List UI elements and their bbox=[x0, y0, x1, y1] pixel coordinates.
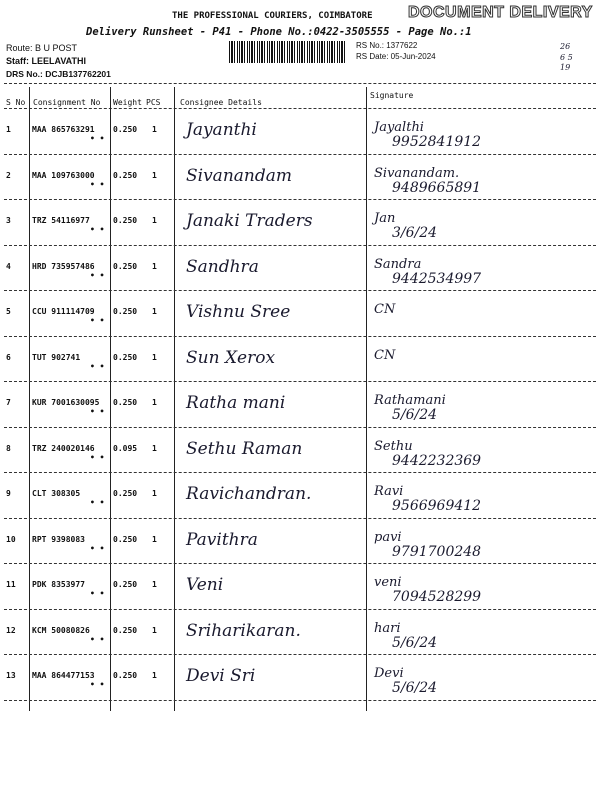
header-divider-top bbox=[4, 83, 596, 84]
document-delivery-stamp: DOCUMENT DELIVERY bbox=[408, 4, 593, 21]
row-sno: 13 bbox=[6, 671, 16, 680]
signature-phone: 5/6/24 bbox=[392, 634, 438, 651]
row-dots: • • bbox=[90, 543, 105, 553]
consignee-name: Janaki Traders bbox=[186, 211, 313, 231]
row-sno: 4 bbox=[6, 261, 11, 271]
drs-number: DRS No.: DCJB137762201 bbox=[6, 69, 111, 79]
signature-phone: 9952841912 bbox=[392, 134, 482, 150]
row-consignment: TUT 902741 bbox=[32, 352, 81, 362]
header-divider-bottom bbox=[4, 108, 596, 109]
row-sno: 3 bbox=[6, 216, 11, 225]
signature-name: hari bbox=[374, 620, 401, 636]
row-dots: • • bbox=[90, 316, 105, 325]
row-pcs: 1 bbox=[152, 261, 157, 271]
signature-name: Sethu bbox=[374, 438, 413, 454]
signature-phone: 9442534997 bbox=[392, 270, 482, 287]
col-pcs: PCS bbox=[146, 98, 161, 107]
row-weight: 0.250 bbox=[113, 170, 138, 180]
signature-name: Sivanandam. bbox=[374, 165, 460, 181]
row-divider bbox=[4, 336, 596, 337]
row-dots: • • bbox=[90, 498, 105, 507]
row-consignment: KCM 50080826 bbox=[32, 625, 90, 635]
consignee-name: Ratha mani bbox=[186, 393, 286, 413]
row-weight: 0.250 bbox=[113, 216, 138, 225]
row-divider bbox=[4, 700, 596, 701]
row-dots: • • bbox=[90, 634, 105, 644]
signature-name: Devi bbox=[374, 666, 404, 681]
margin-note-1: 26 bbox=[560, 42, 571, 51]
row-sno: 8 bbox=[6, 443, 11, 453]
row-divider bbox=[4, 199, 596, 200]
col-weight: Weight bbox=[113, 98, 142, 107]
row-divider bbox=[4, 563, 596, 564]
row-pcs: 1 bbox=[152, 352, 157, 362]
row-weight: 0.095 bbox=[113, 443, 138, 453]
signature-name: CN bbox=[374, 347, 396, 363]
col-consignment: Consignment No bbox=[33, 98, 101, 107]
row-weight: 0.250 bbox=[113, 534, 138, 544]
barcode bbox=[229, 41, 345, 63]
col-consignee: Consignee Details bbox=[180, 98, 262, 107]
row-dots: • • bbox=[90, 361, 105, 371]
row-sno: 1 bbox=[6, 125, 11, 134]
row-consignment: TRZ 54116977 bbox=[32, 216, 90, 225]
row-sno: 7 bbox=[6, 398, 11, 407]
row-pcs: 1 bbox=[152, 625, 157, 635]
rs-number: RS No.: 1377622 bbox=[356, 41, 418, 50]
col-sno: S No bbox=[6, 98, 26, 107]
signature-name: Sandra bbox=[374, 256, 422, 272]
row-pcs: 1 bbox=[152, 534, 157, 544]
row-divider bbox=[4, 245, 596, 246]
row-pcs: 1 bbox=[152, 580, 157, 589]
consignee-name: Sun Xerox bbox=[186, 347, 276, 368]
row-weight: 0.250 bbox=[113, 261, 138, 271]
row-sno: 2 bbox=[6, 170, 11, 180]
row-weight: 0.250 bbox=[113, 352, 138, 362]
row-consignment: CLT 308305 bbox=[32, 489, 81, 498]
row-dots: • • bbox=[90, 225, 105, 234]
row-divider bbox=[4, 472, 596, 473]
row-weight: 0.250 bbox=[113, 307, 138, 316]
row-pcs: 1 bbox=[152, 307, 157, 316]
row-consignment: MAA 109763000 bbox=[32, 170, 95, 180]
row-consignment: TRZ 240020146 bbox=[32, 443, 95, 453]
row-sno: 6 bbox=[6, 352, 11, 362]
margin-note-3: 19 bbox=[560, 63, 571, 72]
row-consignment: RPT 9398083 bbox=[32, 534, 85, 544]
signature-phone: 3/6/24 bbox=[392, 225, 438, 241]
row-pcs: 1 bbox=[152, 671, 157, 680]
consignee-name: Sivanandam bbox=[186, 165, 292, 186]
consignee-name: Veni bbox=[186, 575, 224, 595]
signature-phone: 5/6/24 bbox=[392, 680, 438, 696]
row-consignment: PDK 8353977 bbox=[32, 580, 85, 589]
row-dots: • • bbox=[90, 452, 105, 462]
row-weight: 0.250 bbox=[113, 671, 138, 680]
signature-name: pavi bbox=[374, 529, 402, 545]
signature-phone: 9566969412 bbox=[392, 498, 482, 514]
route-label: Route: B U POST bbox=[6, 43, 78, 53]
row-sno: 11 bbox=[6, 580, 16, 589]
consignee-name: Sethu Raman bbox=[186, 438, 303, 459]
staff-label: Staff: LEELAVATHI bbox=[6, 56, 86, 66]
signature-name: Rathamani bbox=[374, 393, 446, 408]
consignee-name: Sriharikaran. bbox=[186, 620, 301, 641]
consignee-name: Devi Sri bbox=[186, 666, 256, 686]
row-weight: 0.250 bbox=[113, 489, 138, 498]
signature-name: Jan bbox=[374, 211, 396, 226]
row-dots: • • bbox=[90, 179, 105, 189]
margin-note-2: 6 5 bbox=[560, 53, 573, 62]
signature-phone: 9791700248 bbox=[392, 543, 482, 560]
row-divider bbox=[4, 518, 596, 519]
row-divider bbox=[4, 290, 596, 291]
row-pcs: 1 bbox=[152, 170, 157, 180]
row-consignment: KUR 7001630095 bbox=[32, 398, 100, 407]
signature-phone: 7094528299 bbox=[392, 589, 482, 605]
row-consignment: CCU 911114709 bbox=[32, 307, 95, 316]
signature-phone: 9489665891 bbox=[392, 179, 482, 196]
company-name: THE PROFESSIONAL COURIERS, COIMBATORE bbox=[172, 11, 373, 21]
row-sno: 10 bbox=[6, 534, 16, 544]
row-pcs: 1 bbox=[152, 398, 157, 407]
row-sno: 5 bbox=[6, 307, 11, 316]
row-consignment: MAA 865763291 bbox=[32, 125, 95, 134]
row-dots: • • bbox=[90, 589, 105, 598]
row-weight: 0.250 bbox=[113, 625, 138, 635]
signature-name: Ravi bbox=[374, 484, 404, 499]
row-sno: 9 bbox=[6, 489, 11, 498]
row-dots: • • bbox=[90, 680, 105, 689]
signature-name: CN bbox=[374, 302, 396, 317]
row-weight: 0.250 bbox=[113, 125, 138, 134]
row-dots: • • bbox=[90, 270, 105, 280]
col-signature: Signature bbox=[370, 91, 414, 100]
row-divider bbox=[4, 381, 596, 382]
row-weight: 0.250 bbox=[113, 580, 138, 589]
consignee-name: Jayanthi bbox=[186, 120, 257, 140]
row-divider bbox=[4, 154, 596, 155]
row-sno: 12 bbox=[6, 625, 16, 635]
signature-phone: 9442232369 bbox=[392, 452, 482, 469]
row-pcs: 1 bbox=[152, 216, 157, 225]
consignee-name: Ravichandran. bbox=[186, 484, 312, 504]
signature-name: Jayalthi bbox=[374, 120, 424, 135]
consignee-name: Pavithra bbox=[186, 529, 258, 550]
signature-name: veni bbox=[374, 575, 402, 590]
row-weight: 0.250 bbox=[113, 398, 138, 407]
row-divider bbox=[4, 654, 596, 655]
row-divider bbox=[4, 427, 596, 428]
row-consignment: MAA 864477153 bbox=[32, 671, 95, 680]
row-pcs: 1 bbox=[152, 125, 157, 134]
row-divider bbox=[4, 609, 596, 610]
signature-phone: 5/6/24 bbox=[392, 407, 438, 423]
runsheet-title: Delivery Runsheet - P41 - Phone No.:0422-3505555 - Page No.:1 bbox=[86, 26, 472, 38]
row-consignment: HRD 735957486 bbox=[32, 261, 95, 271]
row-pcs: 1 bbox=[152, 443, 157, 453]
row-dots: • • bbox=[90, 407, 105, 416]
consignee-name: Sandhra bbox=[186, 256, 259, 277]
row-dots: • • bbox=[90, 134, 105, 143]
row-pcs: 1 bbox=[152, 489, 157, 498]
rs-date: RS Date: 05-Jun-2024 bbox=[356, 52, 436, 61]
consignee-name: Vishnu Sree bbox=[186, 302, 291, 322]
